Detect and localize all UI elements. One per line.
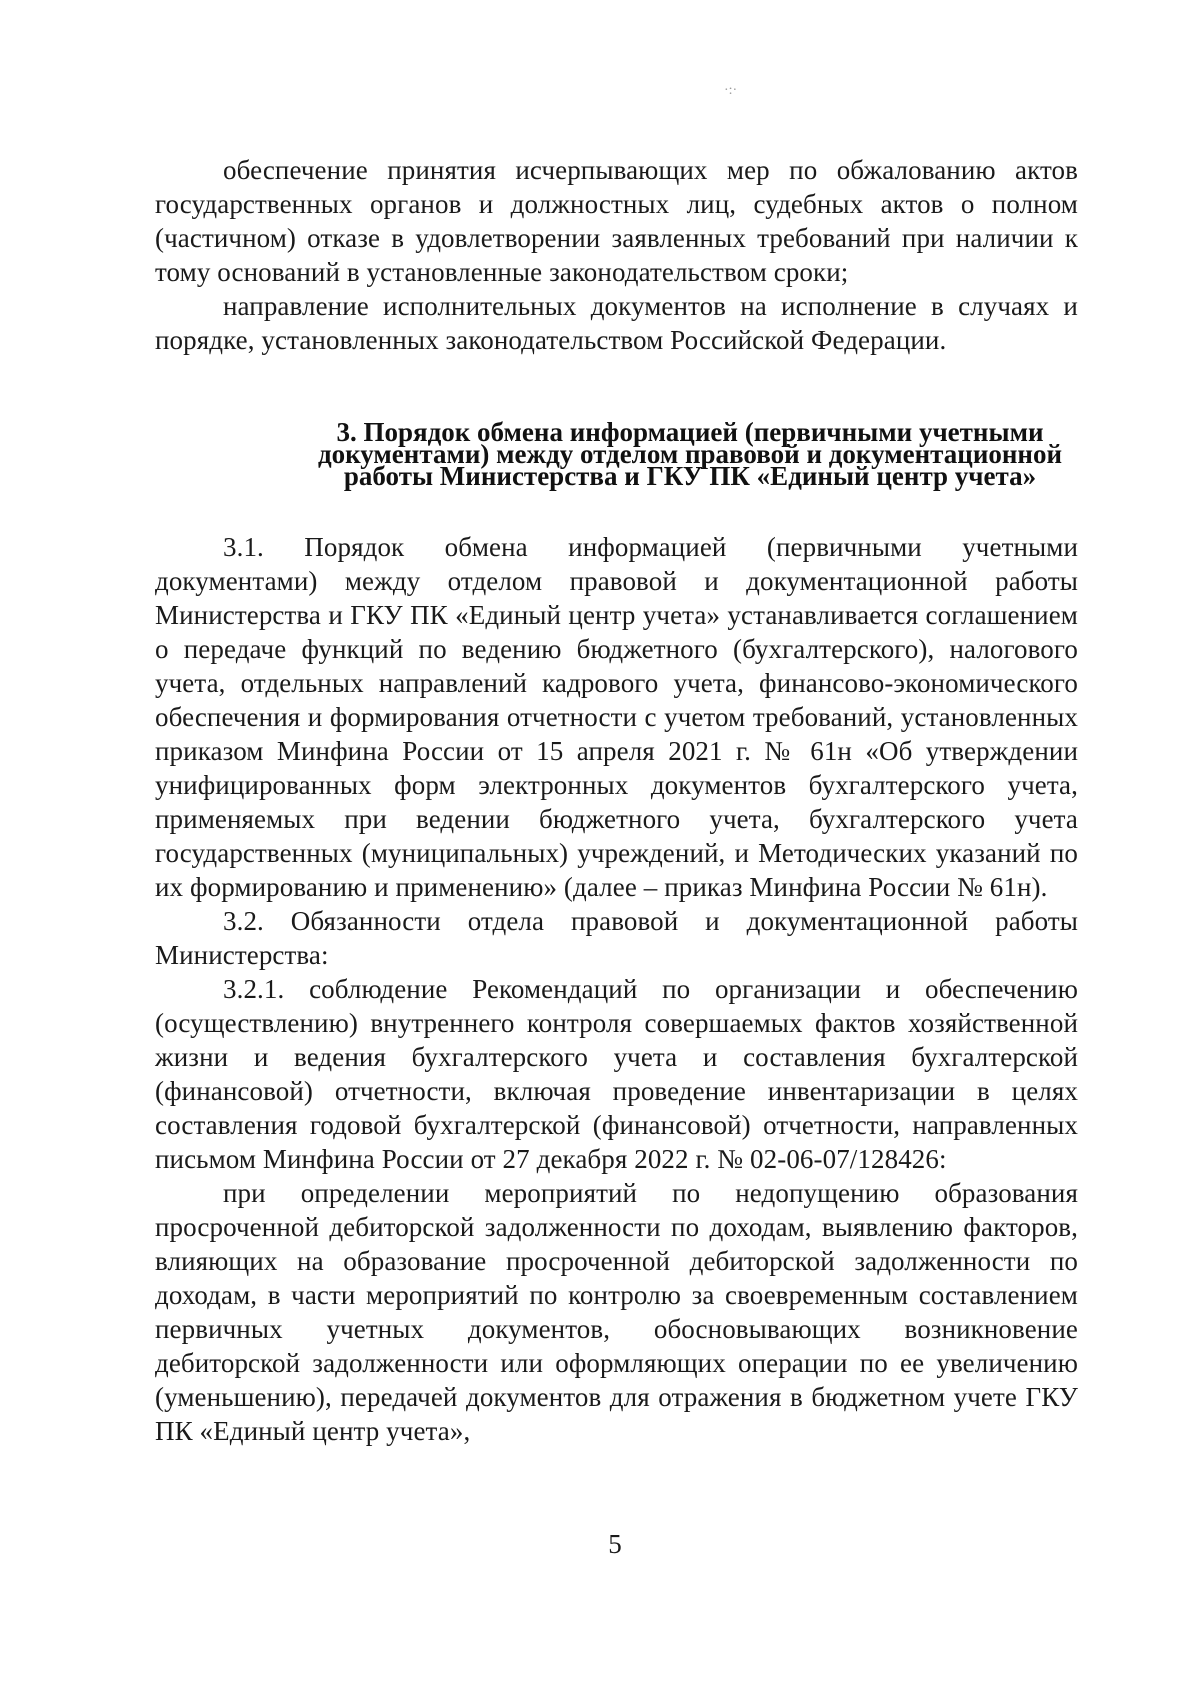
page-number: 5 [608, 1529, 622, 1559]
section-heading-line-2: документами) между отделом правовой и документационной [317, 439, 1063, 469]
top-text-block [155, 153, 1078, 357]
section-heading-line-1: 3. Порядок обмена информацией (первичными учетными [336, 417, 1044, 447]
paragraph-enforcement-documents: направление исполнительных документов на исполнение в случаях и порядке, установленных законодательством Российской Федерации. [155, 291, 1078, 355]
section-heading-line-3: работы Министерства и ГКУ ПК «Единый центр учета» [343, 461, 1037, 491]
paragraph-3-2: 3.2. Обязанности отдела правовой и документационной работы Министерства: [155, 906, 1078, 970]
section-heading [300, 417, 1080, 491]
scan-artifact-icon: ·:· [724, 83, 738, 98]
main-text-block [155, 530, 1078, 1448]
paragraph-receivables-measures: при определении мероприятий по недопущению образования просроченной дебиторской задолженности по доходам, выявлению факторов, влияющих на образование просроченной дебиторской задолженности по доходам, в части мероприятий по контролю за своевременным составлением первичных учетных документов, обосновывающих возникновение дебиторской задолженности или оформляющих операции по ее увеличению (уменьшению), передачей документов для отражения в бюджетном учете ГКУ ПК «Единый центр учета», [155, 1178, 1078, 1446]
paragraph-appeal-measures: обеспечение принятия исчерпывающих мер по обжалованию актов государственных органов и должностных лиц, судебных актов о полном (частичном) отказе в удовлетворении заявленных требований при наличии к тому оснований в установленные законодательством сроки; [155, 155, 1078, 287]
paragraph-3-1: 3.1. Порядок обмена информацией (первичными учетными документами) между отделом правовой и документационной работы Министерства и ГКУ ПК «Единый центр учета» устанавливается соглашением о передаче функций по ведению бюджетного (бухгалтерского), налогового учета, отдельных направлений кадрового учета, финансово-экономического обеспечения и формирования отчетности с учетом требований, установленных приказом Минфина России от 15 апреля 2021 г. № 61н «Об утверждении унифицированных форм электронных документов бухгалтерского учета, применяемых при ведении бюджетного учета, бухгалтерского учета государственных (муниципальных) учреждений, и Методических указаний по их формированию и применению» (далее – приказ Минфина России № 61н). [155, 532, 1078, 902]
paragraph-3-2-1: 3.2.1. соблюдение Рекомендаций по организации и обеспечению (осуществлению) внутреннего контроля совершаемых фактов хозяйственной жизни и ведения бухгалтерского учета и составления бухгалтерской (финансовой) отчетности, включая проведение инвентаризации в целях составления годовой бухгалтерской (финансовой) отчетности, направленных письмом Минфина России от 27 декабря 2022 г. № 02-06-07/128426: [155, 974, 1078, 1174]
